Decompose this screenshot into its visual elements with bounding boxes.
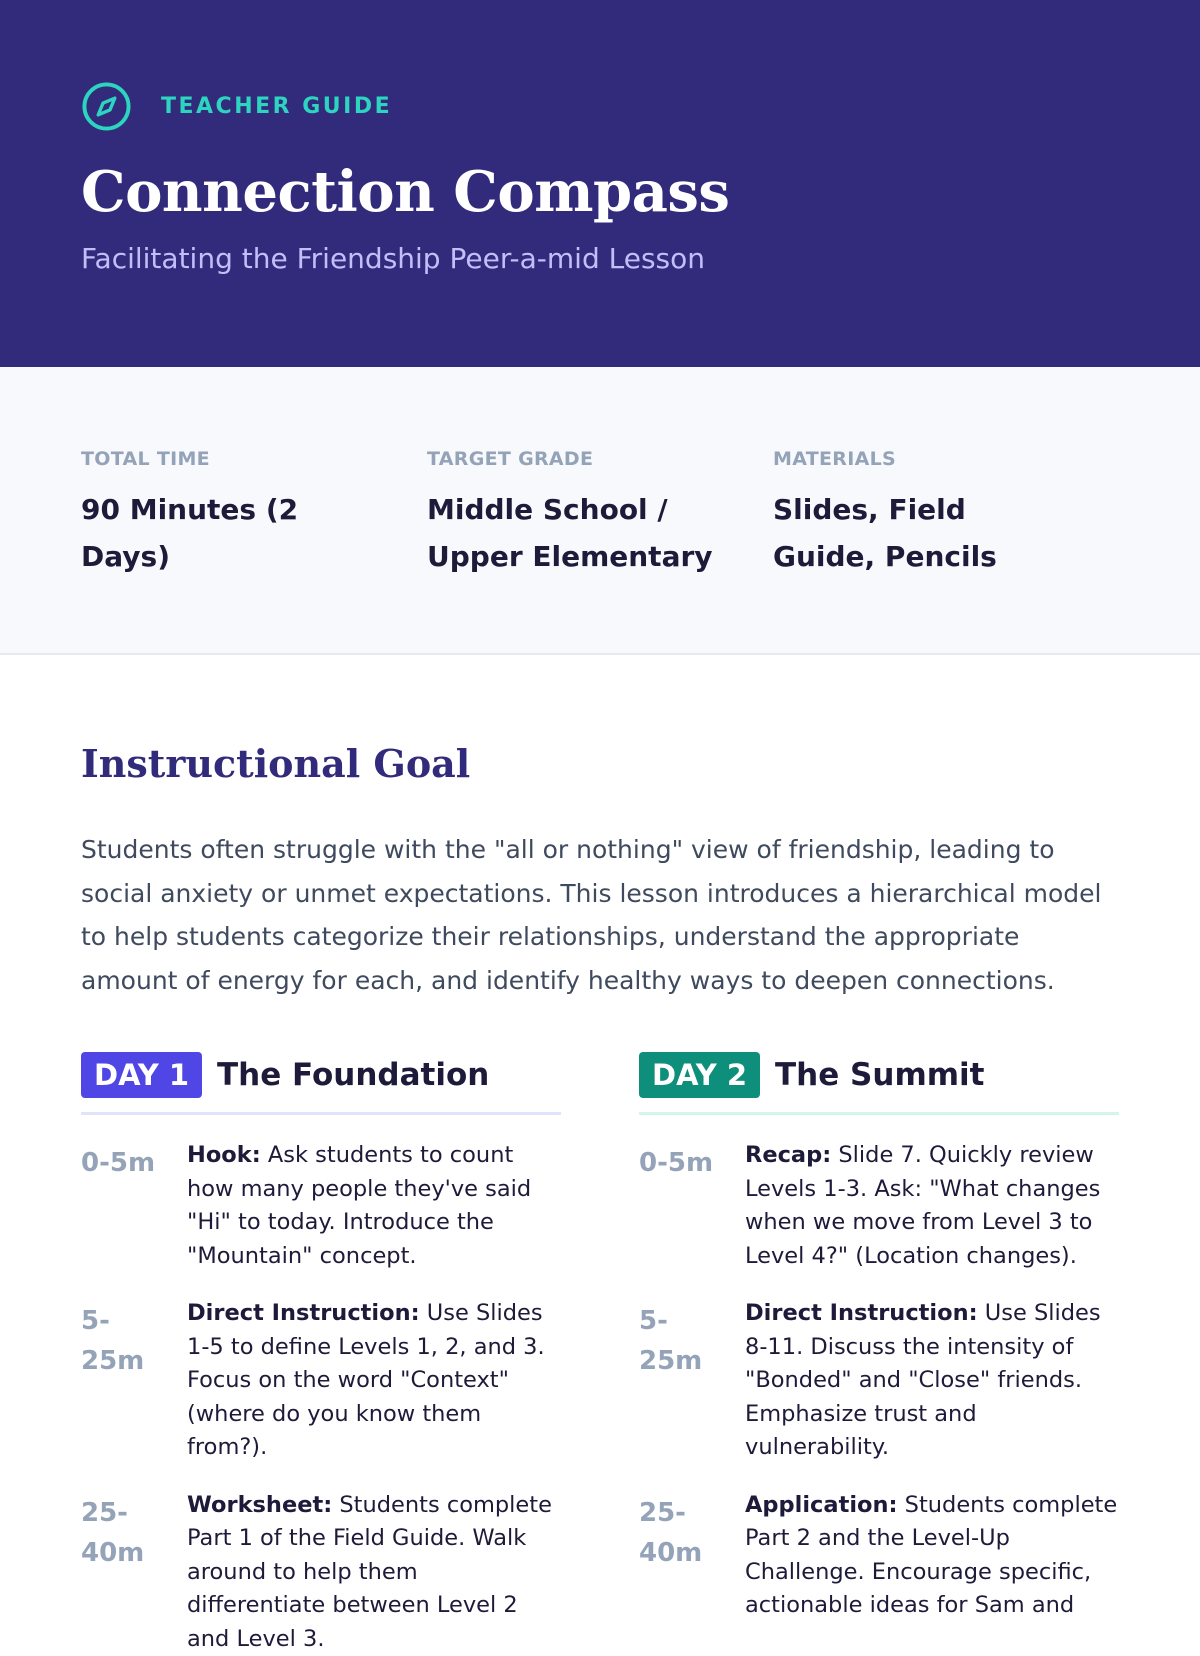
step-description: Direct Instruction: Use Slides 8-11. Discuss the intensity of "Bonded" and "Close" friends. Emphasize trust and vulnerability. (745, 1297, 1119, 1465)
day-title: The Foundation (217, 1057, 489, 1093)
meta-value: Slides, Field Guide, Pencils (773, 486, 1073, 580)
step-term: Worksheet: (187, 1492, 332, 1518)
schedule-step (639, 1139, 1119, 1273)
day-columns (81, 1052, 1119, 1656)
step-description: Worksheet: Students complete Part 1 of the Field Guide. Walk around to help them differentiate between Level 2 and Level 3. (187, 1489, 561, 1656)
meta-value: 90 Minutes (2 Days) (81, 486, 381, 580)
header (0, 0, 1200, 367)
section-heading: Instructional Goal (81, 741, 1119, 786)
step-time: 0-5m (639, 1139, 745, 1273)
step-description: Application: Students complete Part 2 and the Level-Up Challenge. Encourage specific, actionable ideas for Sam and (745, 1489, 1119, 1623)
page-subtitle: Facilitating the Friendship Peer-a-mid Lesson (81, 242, 1119, 275)
meta-value: Middle School / Upper Elementary (427, 486, 727, 580)
step-term: Application: (745, 1492, 898, 1518)
schedule-step (639, 1489, 1119, 1623)
step-time: 25- 40m (639, 1489, 745, 1623)
schedule-step (639, 1297, 1119, 1465)
step-term: Direct Instruction: (187, 1300, 420, 1326)
day-1-column (81, 1052, 561, 1656)
compass-icon (81, 81, 132, 132)
day-header (639, 1052, 1119, 1115)
step-description: Hook: Ask students to count how many people they've said "Hi" to today. Introduce the "Mountain" concept. (187, 1139, 561, 1273)
step-time: 5- 25m (81, 1297, 187, 1465)
meta-label: MATERIALS (773, 448, 1119, 470)
step-time: 5- 25m (639, 1297, 745, 1465)
day-title: The Summit (775, 1057, 984, 1093)
lesson-meta (0, 367, 1200, 655)
meta-label: TOTAL TIME (81, 448, 427, 470)
meta-target-grade (427, 448, 773, 653)
day-2-column (639, 1052, 1119, 1656)
day-badge: DAY 2 (639, 1052, 760, 1098)
schedule-step (81, 1489, 561, 1656)
eyebrow-label: TEACHER GUIDE (161, 94, 392, 119)
meta-label: TARGET GRADE (427, 448, 773, 470)
step-description: Recap: Slide 7. Quickly review Levels 1-3. Ask: "What changes when we move from Level 3 to Level 4?" (Location changes). (745, 1139, 1119, 1273)
meta-materials (773, 448, 1119, 653)
meta-total-time (81, 448, 427, 653)
step-time: 25- 40m (81, 1489, 187, 1656)
day-badge: DAY 1 (81, 1052, 202, 1098)
goal-paragraph: Students often struggle with the "all or nothing" view of friendship, leading to social anxiety or unmet expectations. This lesson introduces a hierarchical model to help students categorize their relationships, understand the appropriate amount of energy for each, and identify healthy ways to deepen connections. (81, 828, 1119, 1002)
step-term: Hook: (187, 1142, 261, 1168)
page-title: Connection Compass (81, 162, 1119, 224)
step-description: Direct Instruction: Use Slides 1-5 to define Levels 1, 2, and 3. Focus on the word "Context" (where do you know them from?). (187, 1297, 561, 1465)
step-term: Recap: (745, 1142, 831, 1168)
brand-row (81, 80, 1119, 132)
schedule-step (81, 1297, 561, 1465)
step-time: 0-5m (81, 1139, 187, 1273)
main-content (0, 655, 1200, 1656)
day-header (81, 1052, 561, 1115)
schedule-step (81, 1139, 561, 1273)
step-term: Direct Instruction: (745, 1300, 978, 1326)
